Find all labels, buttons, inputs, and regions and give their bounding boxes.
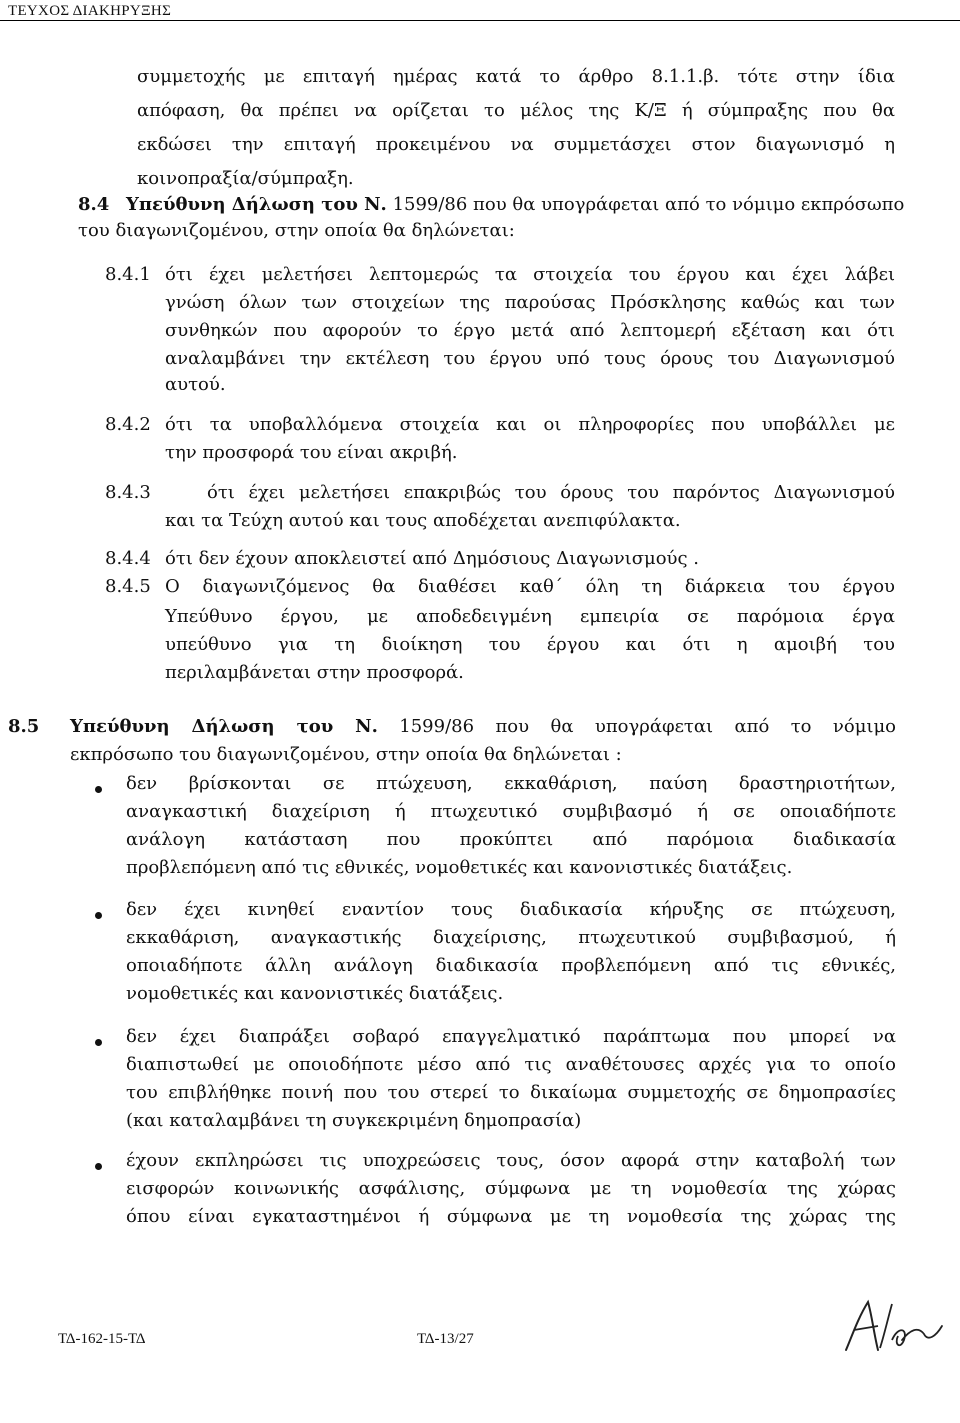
item-8-4-4-number: 8.4.4 [105,548,151,569]
item-8-4-3-line-1: ότι έχει μελετήσει επακριβώς του όρους του παρόντος Διαγωνισμού [207,482,895,503]
running-header: ΤΕΥΧΟΣ ΔΙΑΚΗΡΥΞΗΣ [8,3,172,19]
bullet-4-line-2: εισφορών κοινωνικής ασφάλισης, σύμφωνα με τη νομοθεσία της χώρας [126,1178,896,1199]
section-8-4-number: 8.4 [78,194,110,215]
item-8-4-5-line-3: υπεύθυνο για τη διοίκηση του έργου και ότι η αμοιβή του [165,634,895,655]
item-8-4-1-line-4: αναλαμβάνει την εκτέλεση του έργου υπό τους όρους του Διαγωνισμού [165,348,895,369]
section-8-5-line-2: εκπρόσωπο του διαγωνιζομένου, στην οποία θα δηλώνεται : [70,744,622,765]
item-8-4-1-line-3: συνθηκών που αφορούν το έργο μετά από λεπτομερή εξέταση και ότι [165,320,895,341]
bullet-2-line-4: νομοθετικές και κανονιστικές διατάξεις. [126,983,504,1004]
bullet-3-line-2: διαπιστωθεί με οποιοδήποτε μέσο από τις αναθέτουσες αρχές για το οποίο [126,1054,896,1075]
bullet-1-line-4: προβλεπόμενη από τις εθνικές, νομοθετικές και κανονιστικές διατάξεις. [126,857,793,878]
bullet-1-line-2: αναγκαστική διαχείριση ή πτωχευτικό συμβιβασμό ή σε οποιαδήποτε [126,801,896,822]
bullet-3-line-3: του επιβλήθηκε ποινή που του στερεί το δικαίωμα συμμετοχής σε δημοπρασίες [126,1082,896,1103]
item-8-4-2-line-2: την προσφορά του είναι ακριβή. [165,442,458,463]
bullet-2-line-1: δεν έχει κινηθεί εναντίον τους διαδικασία κήρυξης σε πτώχευση, [126,899,896,920]
item-8-4-2-line-1: ότι τα υποβαλλόμενα στοιχεία και οι πληροφορίες που υποβάλλει με [165,414,895,435]
item-8-4-3-number: 8.4.3 [105,482,151,503]
intro-line-2: απόφαση, θα πρέπει να ορίζεται το μέλος της Κ/Ξ ή σύμπραξης που θα [137,100,895,121]
item-8-4-5-line-2: Υπεύθυνο έργου, με αποδεδειγμένη εμπειρία σε παρόμοια έργα [165,606,895,627]
item-8-4-5-line-4: περιλαμβάνεται στην προσφορά. [165,662,464,683]
intro-line-3: εκδώσει την επιταγή προκειμένου να συμμετάσχει στον διαγωνισμό η [137,134,895,155]
bullet-1-line-3: ανάλογη κατάσταση που προκύπτει από παρόμοια διαδικασία [126,829,896,850]
item-8-4-3-line-2: και τα Τεύχη αυτού και τους αποδέχεται ανεπιφύλακτα. [165,510,681,531]
bullet-2-line-2: εκκαθάριση, αναγκαστικής διαχείρισης, πτωχευτικού συμβιβασμού, ή [126,927,896,948]
bullet-4-line-1: έχουν εκπληρώσει τις υποχρεώσεις τους, όσον αφορά στην καταβολή των [126,1150,896,1171]
item-8-4-5-number: 8.4.5 [105,576,151,597]
section-8-4-heading [126,196,904,214]
section-8-5-heading [70,718,896,736]
footer-document-code: ΤΔ-162-15-ΤΔ [58,1331,146,1347]
bullet-4-dot [95,1163,102,1170]
bullet-1-dot [95,786,102,793]
section-8-4-line-2: του διαγωνιζομένου, στην οποία θα δηλώνεται: [78,220,515,241]
bullet-4-line-3: όπου είναι εγκαταστημένοι ή σύμφωνα με τη νομοθεσία της χώρας της [126,1206,896,1227]
bullet-3-dot [95,1039,102,1046]
signature-image [838,1296,950,1360]
intro-line-4: κοινοπραξία/σύμπραξη. [137,168,354,189]
section-8-5-title: Υπεύθυνη Δήλωση του Ν. [70,716,378,737]
item-8-4-1-number: 8.4.1 [105,264,151,285]
item-8-4-5-line-1: Ο διαγωνιζόμενος θα διαθέσει καθ΄ όλη τη διάρκεια του έργου [165,576,895,597]
item-8-4-2-number: 8.4.2 [105,414,151,435]
intro-line-1: συμμετοχής με επιταγή ημέρας κατά το άρθρο 8.1.1.β. τότε στην ίδια [137,66,895,87]
bullet-2-dot [95,912,102,919]
header-rule [0,20,960,21]
bullet-2-line-3: οποιαδήποτε άλλη ανάλογη διαδικασία προβλεπόμενη από τις εθνικές, [126,955,896,976]
bullet-1-line-1: δεν βρίσκονται σε πτώχευση, εκκαθάριση, παύση δραστηριοτήτων, [126,773,896,794]
footer-page-number: ΤΔ-13/27 [417,1331,474,1347]
item-8-4-4-line-1: ότι δεν έχουν αποκλειστεί από Δημόσιους Διαγωνισμούς . [165,548,700,569]
item-8-4-1-line-5: αυτού. [165,374,226,395]
section-8-4-title: Υπεύθυνη Δήλωση του Ν. [126,194,387,215]
item-8-4-1-line-1: ότι έχει μελετήσει λεπτομερώς τα στοιχεία του έργου και έχει λάβει [165,264,895,285]
item-8-4-1-line-2: γνώση όλων των στοιχείων της παρούσας Πρόσκλησης καθώς και των [165,292,895,313]
section-8-4-title-rest: 1599/86 που θα υπογράφεται από το νόμιμο εκπρόσωπο [392,194,905,215]
bullet-3-line-1: δεν έχει διαπράξει σοβαρό επαγγελματικό παράπτωμα που μπορεί να [126,1026,896,1047]
bullet-3-line-4: (και καταλαμβάνει τη συγκεκριμένη δημοπρασία) [126,1110,582,1131]
section-8-5-title-rest: 1599/86 που θα υπογράφεται από το νόμιμο [399,716,896,737]
section-8-5-number: 8.5 [8,716,40,737]
